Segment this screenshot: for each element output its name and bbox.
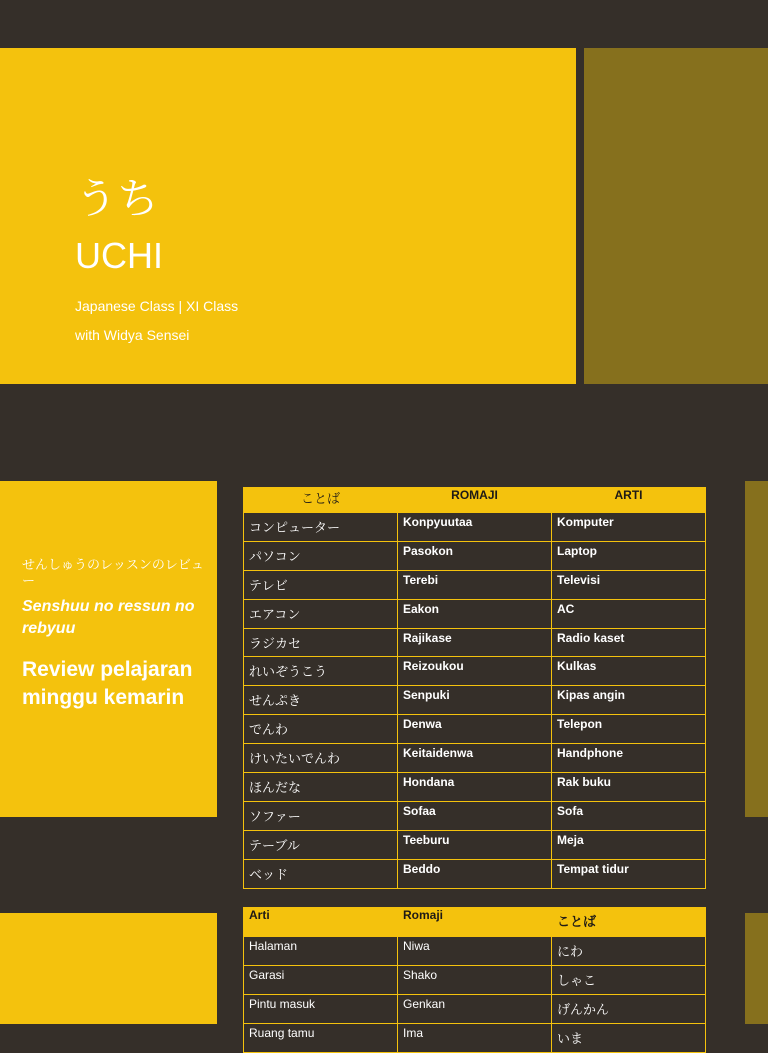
table-cell: Sofa: [552, 801, 706, 830]
table-cell: Handphone: [552, 744, 706, 773]
table-cell: せんぷき: [244, 686, 398, 715]
table-cell: Kipas angin: [552, 686, 706, 715]
table-cell: でんわ: [244, 715, 398, 744]
review-heading-japanese: せんしゅうのレッスンのレビュー: [22, 558, 204, 589]
table-cell: ソファー: [244, 801, 398, 830]
table-cell: Tempat tidur: [552, 859, 706, 888]
table-cell: テーブル: [244, 830, 398, 859]
table-row: [244, 859, 706, 888]
table-row: [244, 744, 706, 773]
table-cell: れいぞうこう: [244, 657, 398, 686]
table-cell: ほんだな: [244, 773, 398, 802]
table-row: [244, 994, 706, 1023]
table-cell: Keitaidenwa: [398, 744, 552, 773]
table-cell: Terebi: [398, 570, 552, 599]
table-row: [244, 541, 706, 570]
column-header-kotoba: ことば: [552, 908, 706, 937]
table-row: [244, 965, 706, 994]
table-cell: Beddo: [398, 859, 552, 888]
table-cell: Reizoukou: [398, 657, 552, 686]
table-cell: Radio kaset: [552, 628, 706, 657]
table-cell: Telepon: [552, 715, 706, 744]
table-cell: パソコン: [244, 541, 398, 570]
table-cell: Hondana: [398, 773, 552, 802]
table-cell: しゃこ: [552, 965, 706, 994]
title-japanese: うち: [75, 174, 160, 223]
subtitle-teacher: with Widya Sensei: [75, 327, 190, 343]
table-cell: Rajikase: [398, 628, 552, 657]
table-cell: Televisi: [552, 570, 706, 599]
table-cell: Shako: [398, 965, 552, 994]
table-cell: エアコン: [244, 599, 398, 628]
table-cell: Genkan: [398, 994, 552, 1023]
table-cell: げんかん: [552, 994, 706, 1023]
table-cell: Senpuki: [398, 686, 552, 715]
title-slide-side-panel: [584, 48, 768, 384]
table-cell: Pasokon: [398, 541, 552, 570]
table-row: [244, 628, 706, 657]
table-cell: Rak buku: [552, 773, 706, 802]
table-row: [244, 937, 706, 966]
table-cell: Komputer: [552, 513, 706, 542]
table-cell: Denwa: [398, 715, 552, 744]
review-slide-side-strip: [745, 481, 768, 817]
table-row: [244, 570, 706, 599]
table-cell: Teeburu: [398, 830, 552, 859]
next-slide-panel: [0, 913, 217, 1024]
table-cell: Ima: [398, 1023, 552, 1052]
table-cell: いま: [552, 1023, 706, 1052]
table-cell: にわ: [552, 937, 706, 966]
table-cell: Meja: [552, 830, 706, 859]
column-header-romaji: ROMAJI: [398, 488, 552, 513]
table-row: [244, 830, 706, 859]
table-row: [244, 801, 706, 830]
table-row: [244, 513, 706, 542]
table-row: [244, 686, 706, 715]
table-cell: けいたいでんわ: [244, 744, 398, 773]
column-header-arti: Arti: [244, 908, 398, 937]
table-cell: コンピューター: [244, 513, 398, 542]
table-cell: Eakon: [398, 599, 552, 628]
table-cell: Niwa: [398, 937, 552, 966]
table-row: [244, 1023, 706, 1052]
table-cell: Ruang tamu: [244, 1023, 398, 1052]
table-row: [244, 657, 706, 686]
table-cell: ベッド: [244, 859, 398, 888]
table-cell: ラジカセ: [244, 628, 398, 657]
table-row: [244, 715, 706, 744]
table-cell: Halaman: [244, 937, 398, 966]
table-cell: AC: [552, 599, 706, 628]
review-heading-romaji: Senshuu no ressun no rebyuu: [22, 598, 195, 637]
column-header-romaji: Romaji: [398, 908, 552, 937]
table-row: [244, 599, 706, 628]
table-cell: Laptop: [552, 541, 706, 570]
table-cell: Kulkas: [552, 657, 706, 686]
table-cell: Garasi: [244, 965, 398, 994]
title-romaji: UCHI: [75, 235, 163, 276]
subtitle-class: Japanese Class | XI Class: [75, 298, 239, 314]
vocab-table-review: [243, 487, 706, 889]
column-header-arti: ARTI: [552, 488, 706, 513]
table-header-row: [244, 908, 706, 937]
review-slide-panel: [0, 481, 217, 817]
table-cell: テレビ: [244, 570, 398, 599]
vocab-table-house: [243, 907, 706, 1053]
table-cell: Pintu masuk: [244, 994, 398, 1023]
review-heading-indonesian: Review pelajaran minggu kemarin: [22, 658, 193, 709]
table-row: [244, 773, 706, 802]
table-cell: Sofaa: [398, 801, 552, 830]
next-slide-side-strip: [745, 913, 768, 1024]
table-cell: Konpyuutaa: [398, 513, 552, 542]
table-header-row: [244, 488, 706, 513]
column-header-kotoba: ことば: [244, 488, 398, 513]
